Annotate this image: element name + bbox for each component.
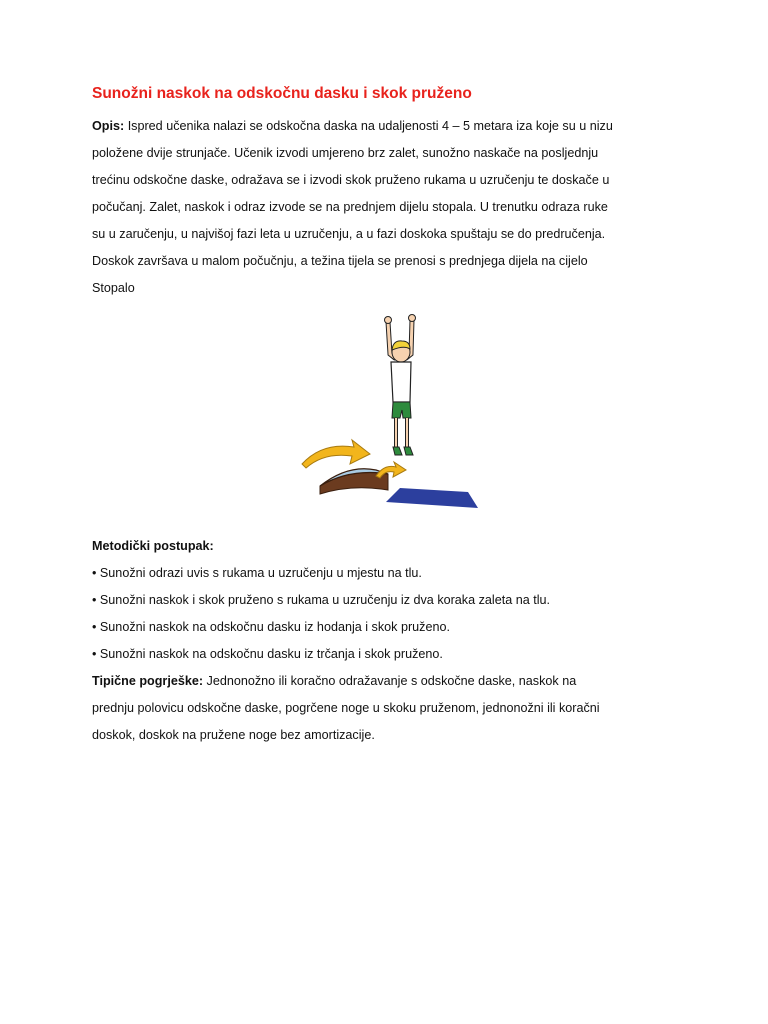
boy-left-shoe: [393, 447, 402, 455]
pogreske-line-1: [92, 673, 576, 689]
landing-mat: [386, 488, 478, 508]
page-title: Sunožni naskok na odskočnu dasku i skok pruženo: [92, 85, 472, 102]
metodicki-item: • Sunožni naskok na odskočnu dasku iz hodanja i skok pruženo.: [92, 620, 450, 634]
metodicki-item: • Sunožni odrazi uvis s rukama u uzručenju u mjestu na tlu.: [92, 566, 422, 580]
jump-illustration: [292, 314, 482, 518]
jump-illustration-svg: [292, 314, 482, 518]
boy-right-hand: [409, 315, 416, 322]
boy-left-hand: [385, 317, 392, 324]
pogreske-line: prednju polovicu odskočne daske, pogrčene noge u skoku pruženom, jednonožni ili koračni: [92, 701, 600, 715]
approach-arrow: [302, 440, 370, 468]
boy-shorts: [392, 402, 411, 418]
opis-line: položene dvije strunjače. Učenik izvodi umjereno brz zalet, sunožno naskače na posljednju: [92, 146, 599, 160]
boy-right-shoe: [404, 447, 413, 455]
opis-line: počučanj. Zalet, naskok i odraz izvode se na prednjem dijelu stopala. U trenutku odraza ruke: [92, 200, 608, 214]
metodicki-item: • Sunožni naskok na odskočnu dasku iz trčanja i skok pruženo.: [92, 647, 443, 661]
metodicki-item: • Sunožni naskok i skok pruženo s rukama u uzručenju iz dva koraka zaleta na tlu.: [92, 593, 551, 607]
opis-line: Stopalo: [92, 281, 135, 295]
pogreske-first-line: Jednonožno ili koračno odražavanje s odskočne daske, naskok na: [206, 674, 577, 688]
opis-line: su u zaručenju, u najvišoj fazi leta u uzručenju, a u fazi doskoka spuštaju se do predručenja.: [92, 227, 606, 241]
boy-shirt: [391, 362, 411, 402]
opis-line: Doskok završava u malom počučnju, a težina tijela se prenosi s prednjega dijela na cijelo: [92, 254, 588, 268]
opis-label: Opis:: [92, 119, 125, 133]
pogreske-label: Tipične pogrješke:: [92, 674, 204, 688]
metodicki-heading: Metodički postupak:: [92, 539, 214, 553]
opis-line: trećinu odskočne daske, odražava se i izvodi skok pruženo rukama u uzručenju te doskače u: [92, 173, 610, 187]
pogreske-line: doskok, doskok na pružene noge bez amortizacije.: [92, 728, 375, 742]
opis-first-line: Ispred učenika nalazi se odskočna daska na udaljenosti 4 – 5 metara iza koje su u nizu: [127, 119, 613, 133]
takeoff-arrow: [376, 462, 406, 478]
opis-line-1: [92, 118, 613, 134]
